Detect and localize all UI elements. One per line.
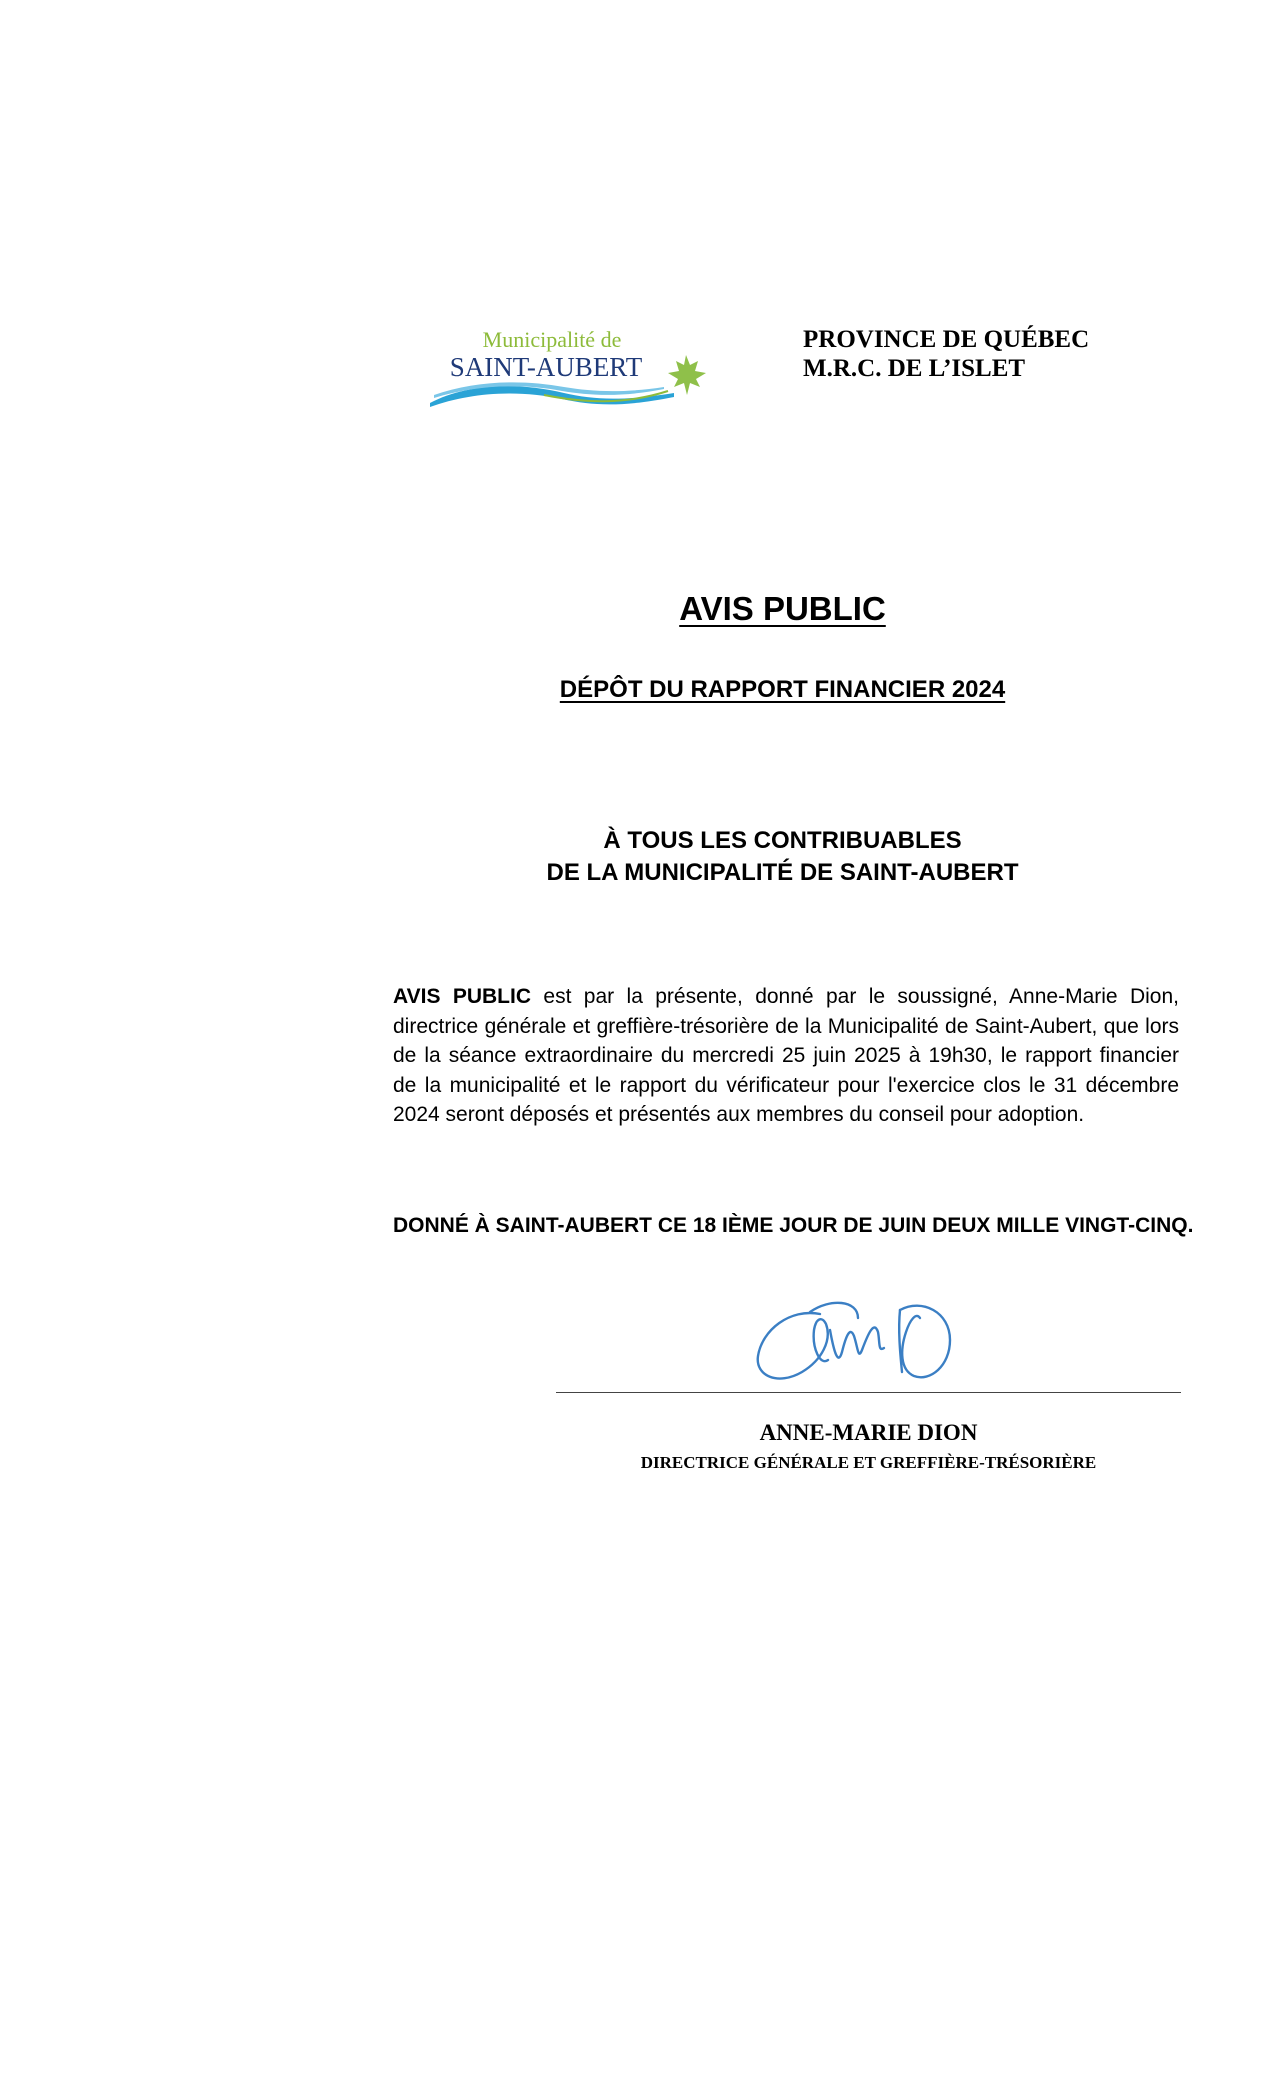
addressee-block: [0, 825, 1275, 889]
notice-subtitle: DÉPÔT DU RAPPORT FINANCIER 2024: [559, 676, 1006, 703]
logo-line1-text: Municipalité de: [482, 327, 622, 352]
province-label: PROVINCE DE QUÉBEC: [803, 326, 1090, 353]
signer-name: ANNE-MARIE DION: [759, 1420, 978, 1445]
logo-line2-text: SAINT-AUBERT: [449, 352, 643, 382]
addressee-line1: À TOUS LES CONTRIBUABLES: [603, 827, 962, 854]
addressee-line2: DE LA MUNICIPALITÉ DE SAINT-AUBERT: [546, 859, 1019, 886]
maple-leaf-icon: [668, 355, 706, 395]
municipality-logo: [424, 323, 720, 415]
handwritten-signature: [750, 1290, 970, 1390]
header-block: [803, 325, 1089, 383]
mrc-label: M.R.C. DE L’ISLET: [803, 355, 1026, 382]
signer-title: DIRECTRICE GÉNÉRALE ET GREFFIÈRE-TRÉSORIÈRE: [640, 1453, 1097, 1472]
body-lead: AVIS PUBLIC: [393, 985, 532, 1008]
body-text: est par la présente, donné par le soussigné, Anne-Marie Dion, directrice générale et greffière-trésorière de la Municipalité de Saint-Aubert, que lors de la séance extraordinaire du mercredi 25 juin 2025 à 19h30, le rapport financier de la municipalité et le rapport du vérificateur pour l'exercice clos le 31 décembre 2024 seront déposés et présentés aux membres du conseil pour adoption.: [393, 985, 1179, 1127]
notice-body: [393, 982, 1179, 1130]
signature-line: [556, 1392, 1181, 1393]
given-statement: DONNÉ À SAINT-AUBERT CE 18 IÈME JOUR DE JUIN DEUX MILLE VINGT-CINQ.: [393, 1214, 1194, 1237]
notice-title: AVIS PUBLIC: [679, 590, 886, 627]
